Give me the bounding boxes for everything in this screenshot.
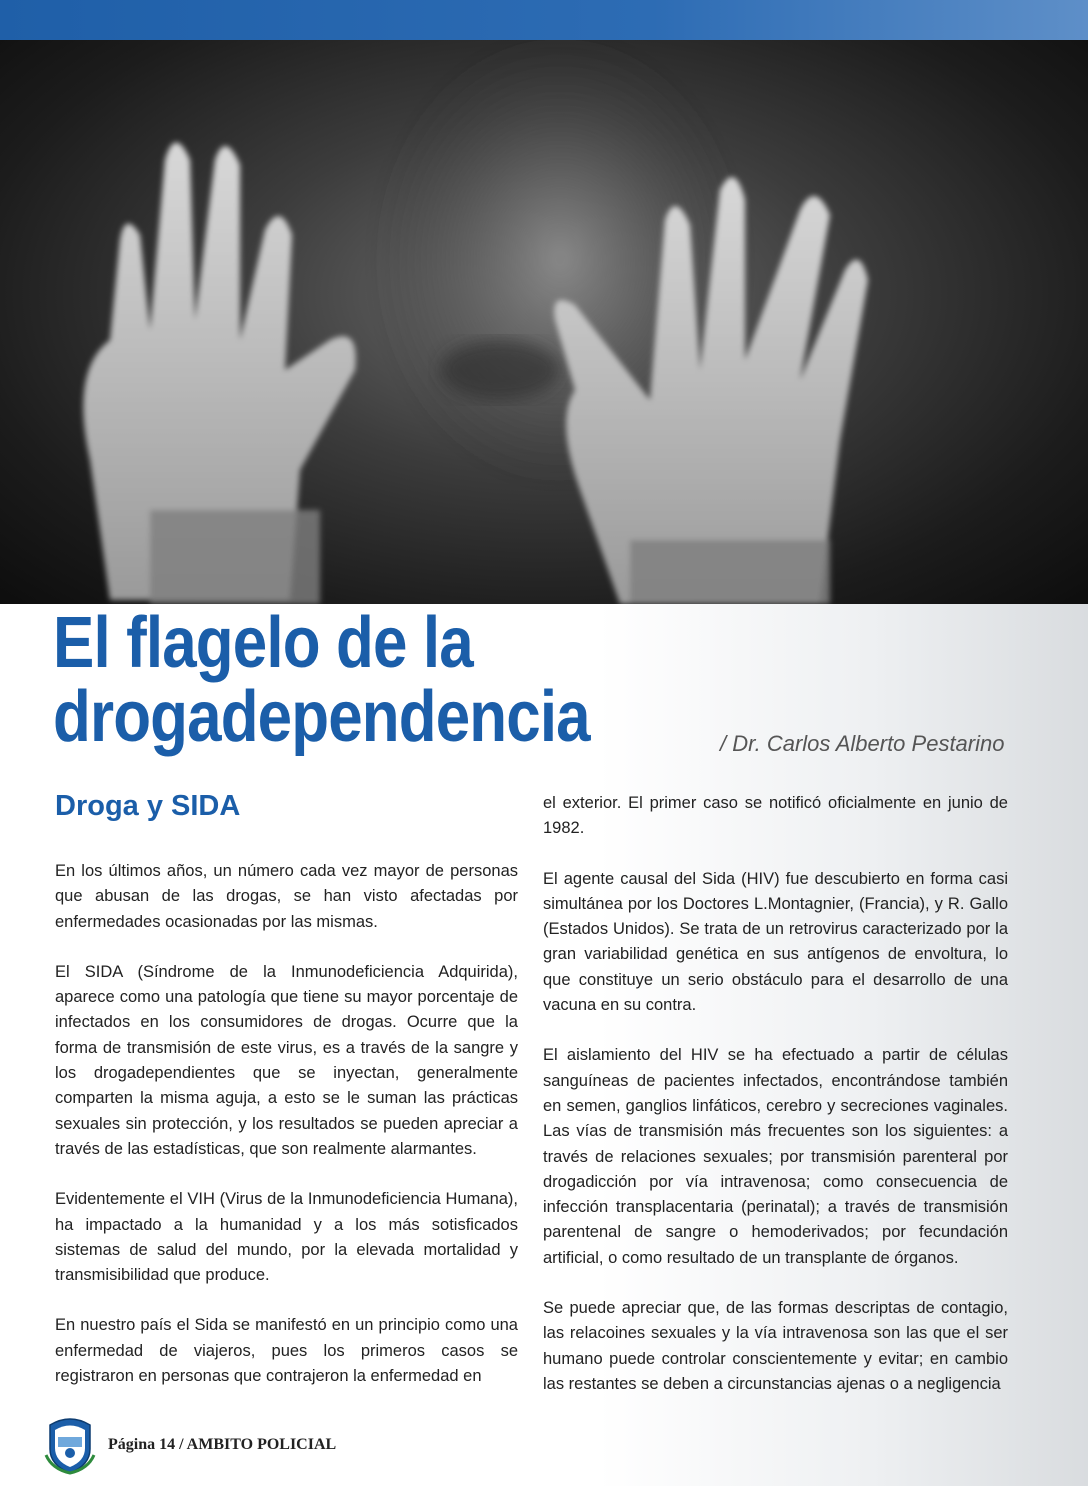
paragraph: El SIDA (Síndrome de la Inmunodeficiencia Adquirida), aparece como una patología que tiene su mayor porcentaje de infectados en los consumidores de drogas. Ocurre que la forma de transmisión de este virus, es a través de la sangre y los drogadependientes que se inyectan, generalmente comparten la misma aguja, a esto se le suman las prácticas sexuales sin protección, y los resultados se pueden apreciar a través de las estadísticas, que son realmente alarmantes. <box>55 962 518 1158</box>
article-title <box>53 603 590 758</box>
right-column <box>543 791 1008 1422</box>
page-number-label: Página 14 / AMBITO POLICIAL <box>108 1436 337 1453</box>
hands-on-glass-illustration <box>0 40 1088 604</box>
top-color-bar <box>0 0 1088 40</box>
left-hand <box>83 143 355 605</box>
title-line-2: drogadependencia <box>53 677 590 758</box>
author-byline: / Dr. Carlos Alberto Pestarino <box>720 731 1005 756</box>
paragraph: Evidentemente el VIH (Virus de la Inmunodeficiencia Humana), ha impactado a la humanidad y a los más sotisficados sistemas de salud del mundo, por la elevada mortalidad y transmisibilidad que produce. <box>55 1190 518 1285</box>
left-column <box>55 859 518 1414</box>
page-footer <box>44 1415 336 1475</box>
hero-photo <box>0 40 1088 604</box>
paragraph: Se puede apreciar que, de las formas descriptas de contagio, las relacoines sexuales y la vía intravenosa son las que el ser humano puede controlar conscientemente y evitar; en cambio las restantes se deben a circunstancias ajenas o a negligencia <box>543 1299 1008 1393</box>
paragraph: el exterior. El primer caso se notificó oficialmente en junio de 1982. <box>543 794 1008 838</box>
police-seal-icon <box>44 1415 96 1475</box>
paragraph: En nuestro país el Sida se manifestó en un principio como una enfermedad de viajeros, pues los primeros casos se registraron en personas que contrajeron la enfermedad en <box>55 1316 518 1386</box>
paragraph: En los últimos años, un número cada vez mayor de personas que abusan de las drogas, se han visto afectadas por enfermedades ocasionadas por las mismas. <box>55 862 518 931</box>
section-subtitle: Droga y SIDA <box>55 790 241 822</box>
paragraph: El agente causal del Sida (HIV) fue descubierto en forma casi simultánea por los Doctores L.Montagnier, (Francia), y R. Gallo (Estados Unidos). Se trata de un retrovirus caracterizado por la gran variabilidad genética en sus antígenos de envoltura, lo que constituye un serio obstáculo para el desarrollo de una vacuna en su contra. <box>543 869 1008 1015</box>
title-line-1: El flagelo de la <box>53 603 473 683</box>
paragraph: El aislamiento del HIV se ha efectuado a partir de células sanguíneas de pacientes infectados, encontrándose también en semen, ganglios linfáticos, cerebro y secreciones vaginales. Las vías de transmisión más frecuentes son los siguientes: a través de relaciones sexuales; por transmisión parenteral por drogadicción por vía intravenosa; como consecuencia de infección transplacentaria (perinatal); a través de transmisión parentenal de sangre o hemoderivados; por fecundación artificial, o como resultado de un transplante de órganos. <box>543 1046 1008 1267</box>
